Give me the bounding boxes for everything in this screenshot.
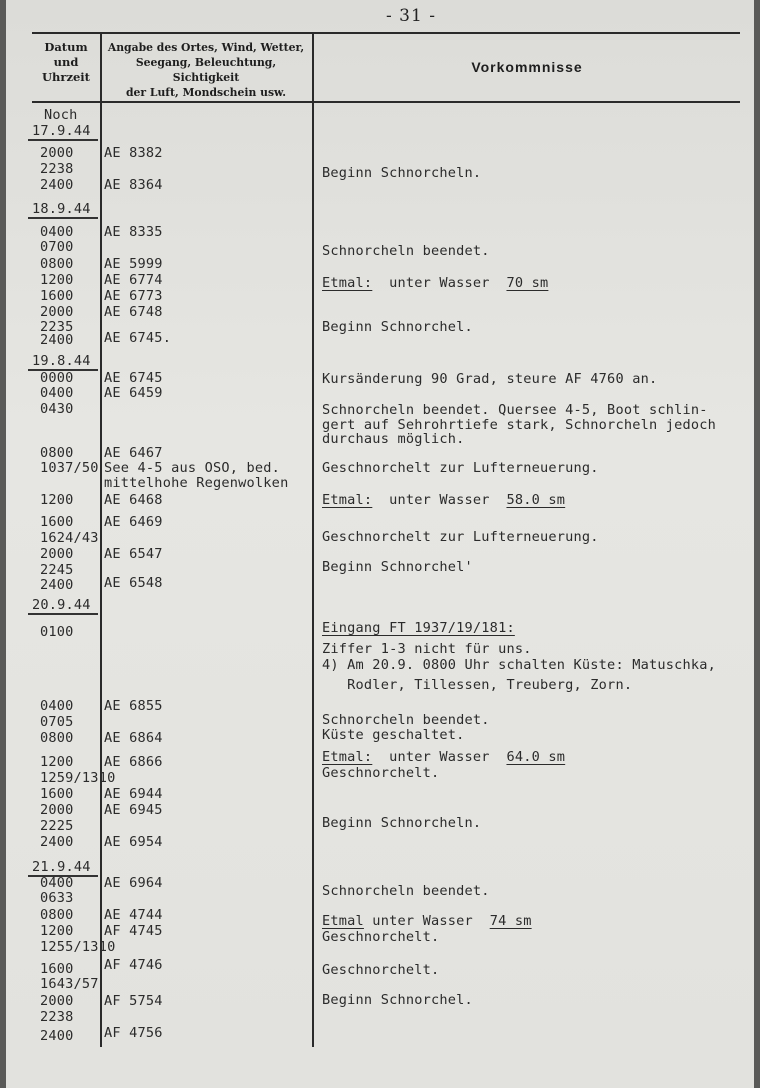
etmal-entry (322, 493, 565, 508)
date-underline (28, 613, 98, 615)
header-bottom-rule (32, 101, 740, 103)
position-entry: AF 5754 (104, 993, 163, 1009)
event-text: Beginn Schnorchel' (322, 559, 473, 575)
column-divider-2 (312, 32, 314, 1047)
time-entry: 2245 (40, 562, 74, 578)
position-entry: AE 8364 (104, 177, 163, 193)
event-text: Geschnorchelt. (322, 929, 440, 945)
etmal-entry (322, 750, 565, 765)
time-entry: 1600 (40, 514, 74, 530)
time-entry: 0800 (40, 256, 74, 272)
event-text: Küste geschaltet. (322, 727, 465, 743)
header-angabe: Angabe des Ortes, Wind, Wetter, Seegang, Beleuchtung, Sichtigkeit der Luft, Mondschein usw. (107, 41, 305, 99)
event-text: Beginn Schnorcheln. (322, 165, 482, 181)
event-text: Ziffer 1-3 nicht für uns. (322, 641, 532, 657)
time-entry: 0100 (40, 624, 74, 640)
etmal-entry (322, 914, 532, 929)
position-entry: AE 8335 (104, 224, 163, 240)
event-text: Rodler, Tillessen, Treuberg, Zorn. (322, 677, 633, 693)
time-entry: 0633 (40, 890, 74, 906)
time-entry: 2235 (40, 319, 74, 335)
header-vorkommnisse: Vorkommnisse (471, 59, 583, 75)
position-entry: AE 5999 (104, 256, 163, 272)
event-text: 4) Am 20.9. 0800 Uhr schalten Küste: Matuschka, (322, 657, 717, 673)
top-rule (32, 32, 740, 34)
page-number: - 31 - (386, 6, 436, 26)
position-entry: AE 6944 (104, 786, 163, 802)
event-text: Beginn Schnorchel. (322, 992, 473, 1008)
position-entry: AE 6469 (104, 514, 163, 530)
time-entry: 0705 (40, 714, 74, 730)
time-entry: 0800 (40, 907, 74, 923)
position-entry: AE 6459 (104, 385, 163, 401)
etmal-label: Etmal: (322, 275, 373, 291)
time-entry: 2400 (40, 577, 74, 593)
event-text: Schnorcheln beendet. (322, 883, 490, 899)
time-entry: 2238 (40, 1009, 74, 1025)
time-entry: 0800 (40, 445, 74, 461)
event-text: gert auf Sehrohrtiefe stark, Schnorcheln jedoch (322, 417, 717, 433)
time-entry: 1200 (40, 492, 74, 508)
time-entry: 2400 (40, 834, 74, 850)
time-entry: 0430 (40, 401, 74, 417)
time-entry: 1600 (40, 288, 74, 304)
position-entry: AE 6773 (104, 288, 163, 304)
etmal-value: 70 sm (506, 275, 549, 291)
time-entry: 0800 (40, 730, 74, 746)
etmal-label: Etmal: (322, 749, 373, 765)
time-entry: 0400 (40, 698, 74, 714)
position-entry: AE 6547 (104, 546, 163, 562)
date-underline (28, 217, 98, 219)
etmal-value: 64.0 sm (506, 749, 566, 765)
time-entry: 1600 (40, 786, 74, 802)
time-entry: 0700 (40, 239, 74, 255)
time-entry: 2000 (40, 546, 74, 562)
position-entry: AE 6745 (104, 370, 163, 386)
time-entry: 1259/1310 (40, 770, 116, 786)
etmal-text: unter Wasser (372, 275, 507, 291)
time-entry: 2000 (40, 304, 74, 320)
etmal-text: unter Wasser (363, 913, 490, 929)
time-entry: 0400 (40, 224, 74, 240)
etmal-label: Etmal: (322, 492, 373, 508)
etmal-label: Etmal (322, 913, 364, 929)
position-entry: mittelhohe Regenwolken (104, 475, 289, 491)
date-label: Noch (44, 107, 78, 123)
etmal-value: 74 sm (489, 913, 532, 929)
etmal-value: 58.0 sm (506, 492, 566, 508)
date-underline (28, 139, 98, 141)
event-text: Geschnorchelt zur Lufterneuerung. (322, 529, 599, 545)
etmal-text: unter Wasser (372, 749, 507, 765)
position-entry: AE 6748 (104, 304, 163, 320)
position-entry: AE 6945 (104, 802, 163, 818)
time-entry: 2000 (40, 145, 74, 161)
event-text: Schnorcheln beendet. (322, 712, 490, 728)
position-entry: AE 6745. (104, 330, 172, 346)
date-label: 17.9.44 (32, 123, 91, 139)
time-entry: 2225 (40, 818, 74, 834)
logbook-page (6, 0, 754, 1088)
date-label: 21.9.44 (32, 859, 91, 875)
date-label: 19.8.44 (32, 353, 91, 369)
time-entry: 2400 (40, 177, 74, 193)
event-text: Geschnorchelt. (322, 765, 440, 781)
position-entry: AE 6548 (104, 575, 163, 591)
position-entry: AE 6467 (104, 445, 163, 461)
time-entry: 2400 (40, 332, 74, 348)
position-entry: AE 4744 (104, 907, 163, 923)
event-text: Schnorcheln beendet. Quersee 4-5, Boot schlin- (322, 402, 708, 418)
position-entry: AE 6774 (104, 272, 163, 288)
time-entry: 1255/1310 (40, 939, 116, 955)
time-entry: 1643/57 (40, 976, 99, 992)
event-text: Beginn Schnorcheln. (322, 815, 482, 831)
position-entry: AE 6864 (104, 730, 163, 746)
position-entry: AE 6468 (104, 492, 163, 508)
time-entry: 1600 (40, 961, 74, 977)
time-entry: 2000 (40, 802, 74, 818)
event-text: Kursänderung 90 Grad, steure AF 4760 an. (322, 371, 658, 387)
position-entry: AE 6954 (104, 834, 163, 850)
time-entry: 1200 (40, 754, 74, 770)
header-datum: Datum und Uhrzeit (42, 40, 90, 84)
etmal-entry (322, 276, 548, 291)
position-entry: AF 4745 (104, 923, 163, 939)
time-entry: 1200 (40, 923, 74, 939)
position-entry: AE 6866 (104, 754, 163, 770)
date-label: 18.9.44 (32, 201, 91, 217)
etmal-text: unter Wasser (372, 492, 507, 508)
position-entry: See 4-5 aus OSO, bed. (104, 460, 281, 476)
event-text: Beginn Schnorchel. (322, 319, 473, 335)
time-entry: 0000 (40, 370, 74, 386)
date-label: 20.9.44 (32, 597, 91, 613)
event-text: durchaus möglich. (322, 431, 465, 447)
position-entry: AE 6964 (104, 875, 163, 891)
time-entry: 0400 (40, 385, 74, 401)
event-text: Eingang FT 1937/19/181: (322, 620, 515, 636)
time-entry: 1037/50 (40, 460, 99, 476)
time-entry: 1624/43 (40, 530, 99, 546)
time-entry: 2238 (40, 161, 74, 177)
time-entry: 2400 (40, 1028, 74, 1044)
position-entry: AF 4756 (104, 1025, 163, 1041)
position-entry: AE 6855 (104, 698, 163, 714)
event-text: Geschnorchelt zur Lufterneuerung. (322, 460, 599, 476)
time-entry: 2000 (40, 993, 74, 1009)
position-entry: AF 4746 (104, 957, 163, 973)
event-text: Schnorcheln beendet. (322, 243, 490, 259)
time-entry: 0400 (40, 875, 74, 891)
time-entry: 1200 (40, 272, 74, 288)
position-entry: AE 8382 (104, 145, 163, 161)
column-divider-1 (100, 32, 102, 1047)
event-text: Geschnorchelt. (322, 962, 440, 978)
